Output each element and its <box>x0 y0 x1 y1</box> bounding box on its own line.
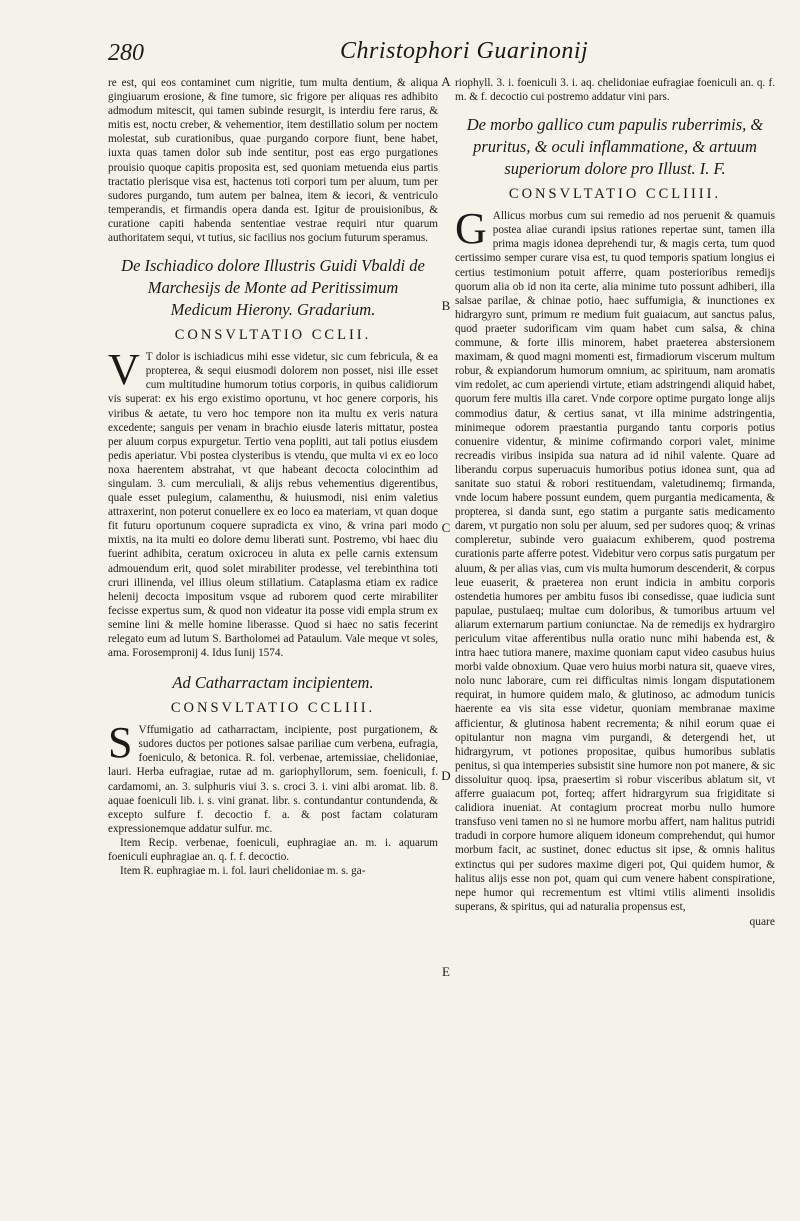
recipe-paragraph-2: Item R. euphragiae m. i. fol. lauri chelidoniae m. s. ga- <box>120 865 366 878</box>
consultation-253-body: Vffumigatio ad catharractam, incipiente, post purgationem, & sudores ductos per potiones salsae pariliae cum verbena, eufragia, foeniculo, & betonica. R. fol. verbenae, artemissiae, chelidoniae, lauri. Herba eufragiae, rutae ad m. gariophyllorum, sem. foeniculi, f. cardamomi, an. 3. sulphuris viui 3. s. croci 3. i. vini albi aromat. lib. 8. aquae foeniculi lib. i. s. vini granat. libr. s. contundantur contundenda, & excepto sulfure f. decoctio f. a. & post factam colaturam expressionemque addatur sulfur. mc. <box>108 724 438 835</box>
running-title: Christophori Guarinonij <box>340 38 589 64</box>
margin-letter-e: E <box>442 964 450 979</box>
consultation-252-body: T dolor is ischiadicus mihi esse videtur, sic cum febricula, & ea propterea, & sequi eiusmodi dolorem non posset, nisi ille esset cum multitudine humorum totius corporis, in quibus calidiorum vis superat: ex his ergo existimo oportunu, vt hoc genere corporis, his viribus & aetate, tu vero hoc tempore non ita multu ex veris natura excedente; sanguis per venam in brachio eiusde lateris mittatur, postea per aluum corpus expurgetur. Tertio vena popliti, aut tali potius eiusdem pedis aperiatur. Vbi postea clysteribus is vtendu, que multa vi ex eo loco noxa haerentem abstrahat, vt que habeant decocta colocinthim ad singulam. 3. cum merculiali, & alijs rebus vehementius digerentibus, quale esset pulegium, calamenthu, & huiusmodi, nisi enim valetius attraxerint, non poterut conuellere ex eo loco ea materiam, vt quan doque fit futuru oportunum coquere supradicta ex vino, & vrina pari modo mixtis, na ita multi eo dolore demu liberati sunt. Postremo, vbi haec diu fuerint adhibita, ceratum oxicroceu in aluta ex pelle carnis extensum admouendum erit, quod solet mirabiliter prodesse, vel terebinthina toti cruri illinenda, vel illius oleum stillatium. Cataplasma etiam ex radice helenij decocta impositum vsque ad ruborem quod certe mirabiliter fecisse expertus sum, & quod non videatur ita posse vidi empla strum ex semine lini & melle homine liberasse. Quod si haec no satis fecerint relegato eum ad lutum S. Bartholomei ad Pataulum. Vale meque vt soles, ama. Forosempronij 4. Idus Iunij 1574. <box>108 351 438 660</box>
catchword: quare <box>749 915 775 928</box>
consultation-253-text <box>108 718 438 836</box>
drop-capital: S <box>108 718 133 768</box>
margin-letter-d: D <box>441 768 451 783</box>
consultation-heading-254: CONSVLTATIO CCLIIII. <box>508 186 722 203</box>
right-column <box>455 76 775 928</box>
section-title-morbo-gallico: De morbo gallico cum papulis ruberrimis, & pruritus, & oculi inflammatione, & artuum superiorum dolore pro Illust. I. F. <box>466 115 764 179</box>
right-intro-paragraph: riophyll. 3. i. foeniculi 3. i. aq. chelidoniae eufragiae foeniculi an. q. f. m. & f. decoctio cui postremo addatur vini pars. <box>455 77 775 104</box>
drop-capital: G <box>455 204 487 254</box>
consultation-heading-253: CONSVLTATIO CCLIII. <box>170 700 376 717</box>
recipe-paragraph: Item Recip. verbenae, foeniculi, euphragiae an. m. i. aquarum foeniculi euphragiae an. q. f. f. decoctio. <box>108 836 438 864</box>
left-intro-paragraph: re est, qui eos contaminet cum nigritie, tum multa dentium, & aliqua gingiuarum erosione, & fine tumore, sic frigore per aliquas res adhibito admodum mitescit, qui tamen subinde resurgit, is interdiu fere rarus, & mitis est, noctu creber, & vehementior, item destillatio solum per noctem molestat, sub curationibus, quae purgando corpore fiunt, bene habet, iuxta quas tamen dolor sub inde sentitur, post eas ergo purgationes prouisio quoque capitis proposita est, sed quoniam metuenda eius partis tractatio plerisque visa est, hactenus toti corpori tum per aluum, tum per sudores purgando, tum autem per balnea, item & iecori, & ventriculo temperandis, et firmandis opera danda est. Igitur de prouisionibus, & curatione capiti habenda sententiae vestrae requiri ntur quarum authoritatem sequi, vt tutius, sic facilius nos gocium futurum speramus. <box>108 77 438 245</box>
consultation-254-body: Allicus morbus cum sui remedio ad nos peruenit & quamuis postea aliae curandi ipsius rationes repertae sunt, tamen illa prima magis idonea deprehendi tur, & magis certa, tum quod certissimo semper curare visa est, tu quod temporis spatium longius ei certius testimonium potuit afferre, quam posterioribus remedijs quorum alia ob id non ita certe, alia minime tuto possunt adhiberi, illa salsae parilae, & chinae potio, haec suffumigia, & inunctiones ex hidrargyro sunt, primum re medium fuit guaiacum, aut sanctus palus, quod praeter sudorificam vim quam habet cum salsa, & china commune, & forte illis minorem, habet praeterea abstersionem maximam, & quod magni momenti est, firmadiorum viscerum multum robur, & expiandorum humorum omnium, ac spirituum, nam aromatis vim redolet, ac cum aperiendi virtute, etiam adstringendi aliquid habet, quorum fere multis illa caret. Vnde corpore optime purgato longe alijs commodius datur, & certius sanat, vt illa minime adstringentia, minimeque odorem praestantia purgando tantu corporis potius conuenire videntur, & minime cofirmando corpori valet, minime recreadis viribus insipida sua natura ad id nihil valente. Quare ad liberandu corpus superuacuis humoribus potius idonea sunt, qua ad sanitate suo statui & robori restituendam, valetudinemq; firmanda, vnde locum habere possunt eundem, quem purgantia medicamenta, & propterea, si danda sunt, ego statim a purgante satis medicamento darem, vt purgatio non solu per aluum, sed per sudores quoq; & vrinas compleretur, subinde vero guaiacum exhiberem, quod postrema curationis parte afferre potest. Videbitur vero corpus satis purgatum per aluum, & per alias vias, cum vis multa humorum descenderit, & corpus leue euaserit, & praeterea non erunt indicia in ambitu corporis ostendetia humores per ambitu fusos ibi consedisse, quae iudicia sunt papulae, pustulaeq; multae cum doloribus, & tumoribus artuum vel aliarum externarum partium coniunctae. Na de remedijs ex hydrargiro periculum vitae afferentibus nulla oratio nunc mihi habenda est, & intra haec tutiora manere, maxime quoniam caput video casubus huius morbi valde obnoxium. Quae vero huius morbi natura sit, quaeve vires, nolo nunc laborare, cum rei difficultas nimis longam disputationem requirat, in humore quidem malo, & glutinoso, ac admodum tunicis haerente ea vis sita esse videtur, quoniam membranae maxime afficientur, & glutinosa habent recrementa; & nihil eorum quae ei opitulantur non magna vim purgandi, & detergendi het, ut hidrargyrum, vt potiones propositae, quibus humoribus sublatis penitus, si qua intemperies subsistit sine humore non pot manere, & sic dissoluitur quoq. ipsa, praesertim si robur visceribus ablatum sit, vt afferre guaiacum pot, forteq; affert hidrargyrum sua frigiditate si calidiora inueniat. At contagium procreat morbu nullo humore transfuso veni tamen no si ne humore morbu affert, nam halitus putridi tradudi in corpore humore aliquem idoneum comprehendut, qui humor morbum facit, ac sustinet, donec eductus sit ipse, & omnis halitus extinctus qui per sudores maxime digeri pot, Qui quidem humor, & halitus alijs esse non pot, quam qui cum venere habent conspiratione, nepe humor qui recrementum est vltimi vtilis alimenti insolidis superans, & spiritus, qui ad naturalia propensus est, <box>455 210 775 913</box>
consultation-heading-252: CONSVLTATIO CCLII. <box>174 327 372 344</box>
section-title-ischiadic: De Ischiadico dolore Illustris Guidi Vbaldi de Marchesijs de Monte ad Peritissimum Medicum Hierony. Gradarium. <box>121 256 425 320</box>
consultation-254-text <box>455 204 775 914</box>
page-number: 280 <box>108 40 144 66</box>
margin-letter-b: B <box>441 298 451 313</box>
consultation-252-text <box>108 345 438 660</box>
margin-letter-a: A <box>441 74 451 89</box>
section-title-catharract: Ad Catharractam incipientem. <box>172 673 374 693</box>
left-column <box>108 76 438 878</box>
page-header <box>108 36 768 76</box>
drop-capital: V <box>108 345 140 395</box>
margin-letter-c: C <box>441 520 451 535</box>
